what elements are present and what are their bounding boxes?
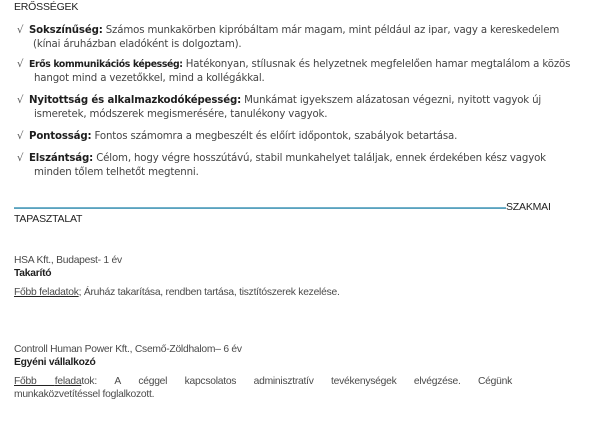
strength-text-cont: ismeretek, módszerek megismerésére, tanulékony vagyok.: [34, 108, 328, 120]
strength-label: Pontosság:: [29, 131, 92, 142]
job-company: Controll Human Power Kft., Csemő-Zöldhalom– 6 év: [14, 344, 242, 355]
strength-text: Célom, hogy végre hosszútávú, stabil munkahelyet találjak, ennek érdekében kész vagyok: [93, 153, 546, 164]
section-divider: [14, 207, 506, 209]
strength-label: Sokszínűség:: [29, 25, 103, 36]
tasks-word: A: [114, 376, 121, 387]
check-icon: √: [17, 59, 24, 70]
tasks-word: tevékenységek: [331, 376, 397, 387]
strength-label: Nyitottság és alkalmazkodóképesség:: [29, 95, 242, 106]
strength-text-cont: minden tőlem telhetőt megtenni.: [34, 166, 199, 178]
strength-label: Elszántság:: [29, 153, 94, 164]
tasks-text: ; Áruház takarítása, rendben tartása, tisztítószerek kezelése.: [78, 287, 340, 298]
tasks-line-1: [14, 376, 512, 389]
section-label-left: TAPASZTALAT: [14, 213, 83, 225]
strength-text: Hatékonyan, stílusnak és helyzetnek megfelelően hamar megtalálom a közös: [182, 59, 571, 70]
strength-text-cont: (kínai áruházban eladóként is dolgoztam).: [33, 38, 242, 50]
strength-text: Munkámat igyekszem alázatosan végezni, nyitott vagyok új: [241, 95, 542, 106]
strength-text: Számos munkakörben kipróbáltam már magam, mint például az ipar, vagy a kereskedelem: [102, 25, 560, 36]
tasks-line-2: munkaközvetítéssel foglalkozott.: [14, 388, 155, 400]
tasks-label: Főbb feladatok: [14, 287, 79, 298]
strengths-heading: ERŐSSÉGEK: [14, 1, 79, 13]
job-entry-1: [14, 255, 340, 300]
check-icon: √: [17, 95, 24, 106]
check-icon: √: [17, 25, 24, 36]
strength-text-cont: hangot mind a vezetőkkel, mind a kollégákkal.: [34, 72, 265, 84]
strength-item-communication: [17, 58, 570, 85]
strength-label: Erős kommunikációs képesség:: [29, 59, 183, 70]
tasks-word: Cégünk: [478, 376, 512, 387]
check-icon: √: [17, 131, 24, 142]
tasks-label: Főbb feladatok:: [14, 376, 97, 387]
tasks-word: céggel: [138, 376, 168, 387]
strength-text: Fontos számomra a megbeszélt és előírt időpontok, szabályok betartása.: [91, 131, 458, 142]
tasks-word: adminisztratív: [253, 376, 314, 387]
check-icon: √: [17, 153, 24, 164]
job-title: Egyéni vállalkozó: [14, 356, 96, 368]
strength-item-versatility: [17, 24, 559, 51]
section-label-right: SZAKMAI: [506, 201, 551, 213]
strength-item-punctuality: [17, 130, 457, 144]
strength-item-openness: [17, 94, 541, 121]
strength-item-determination: [17, 152, 546, 179]
job-title: Takarító: [14, 267, 52, 279]
tasks-word: kapcsolatos: [184, 376, 237, 387]
job-company: HSA Kft., Budapest- 1 év: [14, 255, 122, 266]
job-entry-2: [14, 344, 512, 401]
tasks-word: elvégzése.: [413, 376, 461, 387]
